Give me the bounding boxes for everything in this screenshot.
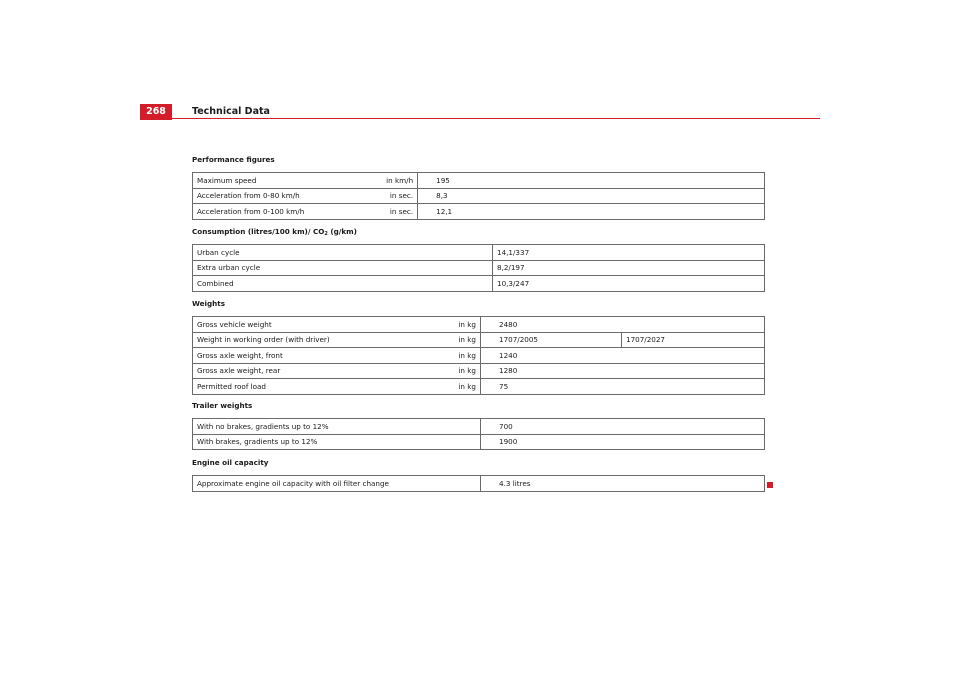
table-row bbox=[193, 419, 765, 435]
consumption-title-subscript: 2 bbox=[324, 231, 328, 237]
spec-unit: in kg bbox=[458, 335, 476, 345]
table-row bbox=[193, 317, 765, 333]
spec-cell-label bbox=[193, 188, 418, 204]
spec-value: 1240 bbox=[481, 348, 765, 364]
table-row bbox=[193, 348, 765, 364]
spec-label: Acceleration from 0-80 km/h bbox=[197, 191, 300, 201]
spec-cell-label bbox=[193, 173, 418, 189]
table-row bbox=[193, 332, 765, 348]
section-title-weights: Weights bbox=[192, 299, 225, 308]
consumption-title-unit: (g/km) bbox=[327, 227, 357, 236]
spec-label: With brakes, gradients up to 12% bbox=[193, 434, 481, 450]
table-row bbox=[193, 173, 765, 189]
table-row bbox=[193, 476, 765, 492]
spec-label: Urban cycle bbox=[193, 245, 493, 261]
spec-label: Combined bbox=[193, 276, 493, 292]
table-row bbox=[193, 363, 765, 379]
spec-label: Gross axle weight, front bbox=[197, 350, 283, 360]
spec-value: 8,2/197 bbox=[493, 260, 765, 276]
table-row bbox=[193, 188, 765, 204]
spec-value: 14,1/337 bbox=[493, 245, 765, 261]
spec-unit: in kg bbox=[458, 366, 476, 376]
spec-value: 75 bbox=[481, 379, 765, 395]
spec-value: 8,3 bbox=[418, 188, 765, 204]
spec-value: 12,1 bbox=[418, 204, 765, 220]
section-end-marker bbox=[767, 482, 773, 488]
spec-label: Approximate engine oil capacity with oil filter change bbox=[193, 476, 481, 492]
spec-value: 4.3 litres bbox=[481, 476, 765, 492]
section-title-trailer: Trailer weights bbox=[192, 401, 253, 410]
spec-value: 1280 bbox=[481, 363, 765, 379]
table-row bbox=[193, 276, 765, 292]
spec-unit: in kg bbox=[458, 319, 476, 329]
spec-unit: in km/h bbox=[386, 175, 414, 185]
spec-cell-label bbox=[193, 332, 481, 348]
spec-label: Maximum speed bbox=[197, 175, 257, 185]
spec-cell-label bbox=[193, 363, 481, 379]
table-row bbox=[193, 379, 765, 395]
spec-value: 1900 bbox=[481, 434, 765, 450]
table-row bbox=[193, 434, 765, 450]
spec-unit: in sec. bbox=[389, 191, 414, 201]
spec-unit: in sec. bbox=[389, 206, 414, 216]
header-rule bbox=[172, 118, 820, 119]
consumption-table bbox=[192, 244, 765, 292]
oil-table bbox=[192, 475, 765, 492]
table-row bbox=[193, 204, 765, 220]
spec-cell-label bbox=[193, 348, 481, 364]
page-title: Technical Data bbox=[192, 106, 270, 117]
spec-label: With no brakes, gradients up to 12% bbox=[193, 419, 481, 435]
spec-value: 10,3/247 bbox=[493, 276, 765, 292]
spec-label: Acceleration from 0-100 km/h bbox=[197, 206, 305, 216]
table-row bbox=[193, 260, 765, 276]
spec-label: Extra urban cycle bbox=[193, 260, 493, 276]
section-title-consumption bbox=[192, 227, 357, 237]
spec-value: 195 bbox=[418, 173, 765, 189]
performance-table bbox=[192, 172, 765, 220]
spec-value: 1707/2005 bbox=[481, 332, 622, 348]
spec-label: Gross vehicle weight bbox=[197, 319, 272, 329]
trailer-table bbox=[192, 418, 765, 450]
spec-label: Gross axle weight, rear bbox=[197, 366, 281, 376]
spec-unit: in kg bbox=[458, 381, 476, 391]
spec-cell-label bbox=[193, 379, 481, 395]
spec-label: Permitted roof load bbox=[197, 381, 266, 391]
section-title-performance: Performance figures bbox=[192, 155, 275, 164]
consumption-title-main: Consumption (litres/100 km)/ CO bbox=[192, 227, 325, 236]
page-number: 268 bbox=[140, 104, 172, 120]
spec-unit: in kg bbox=[458, 350, 476, 360]
spec-cell-label bbox=[193, 204, 418, 220]
spec-label: Weight in working order (with driver) bbox=[197, 335, 330, 345]
page-header bbox=[140, 104, 820, 120]
weights-table bbox=[192, 316, 765, 395]
spec-cell-label bbox=[193, 317, 481, 333]
spec-value-alt: 1707/2027 bbox=[622, 332, 765, 348]
table-row bbox=[193, 245, 765, 261]
spec-value: 2480 bbox=[481, 317, 765, 333]
spec-value: 700 bbox=[481, 419, 765, 435]
section-title-oil: Engine oil capacity bbox=[192, 458, 269, 467]
